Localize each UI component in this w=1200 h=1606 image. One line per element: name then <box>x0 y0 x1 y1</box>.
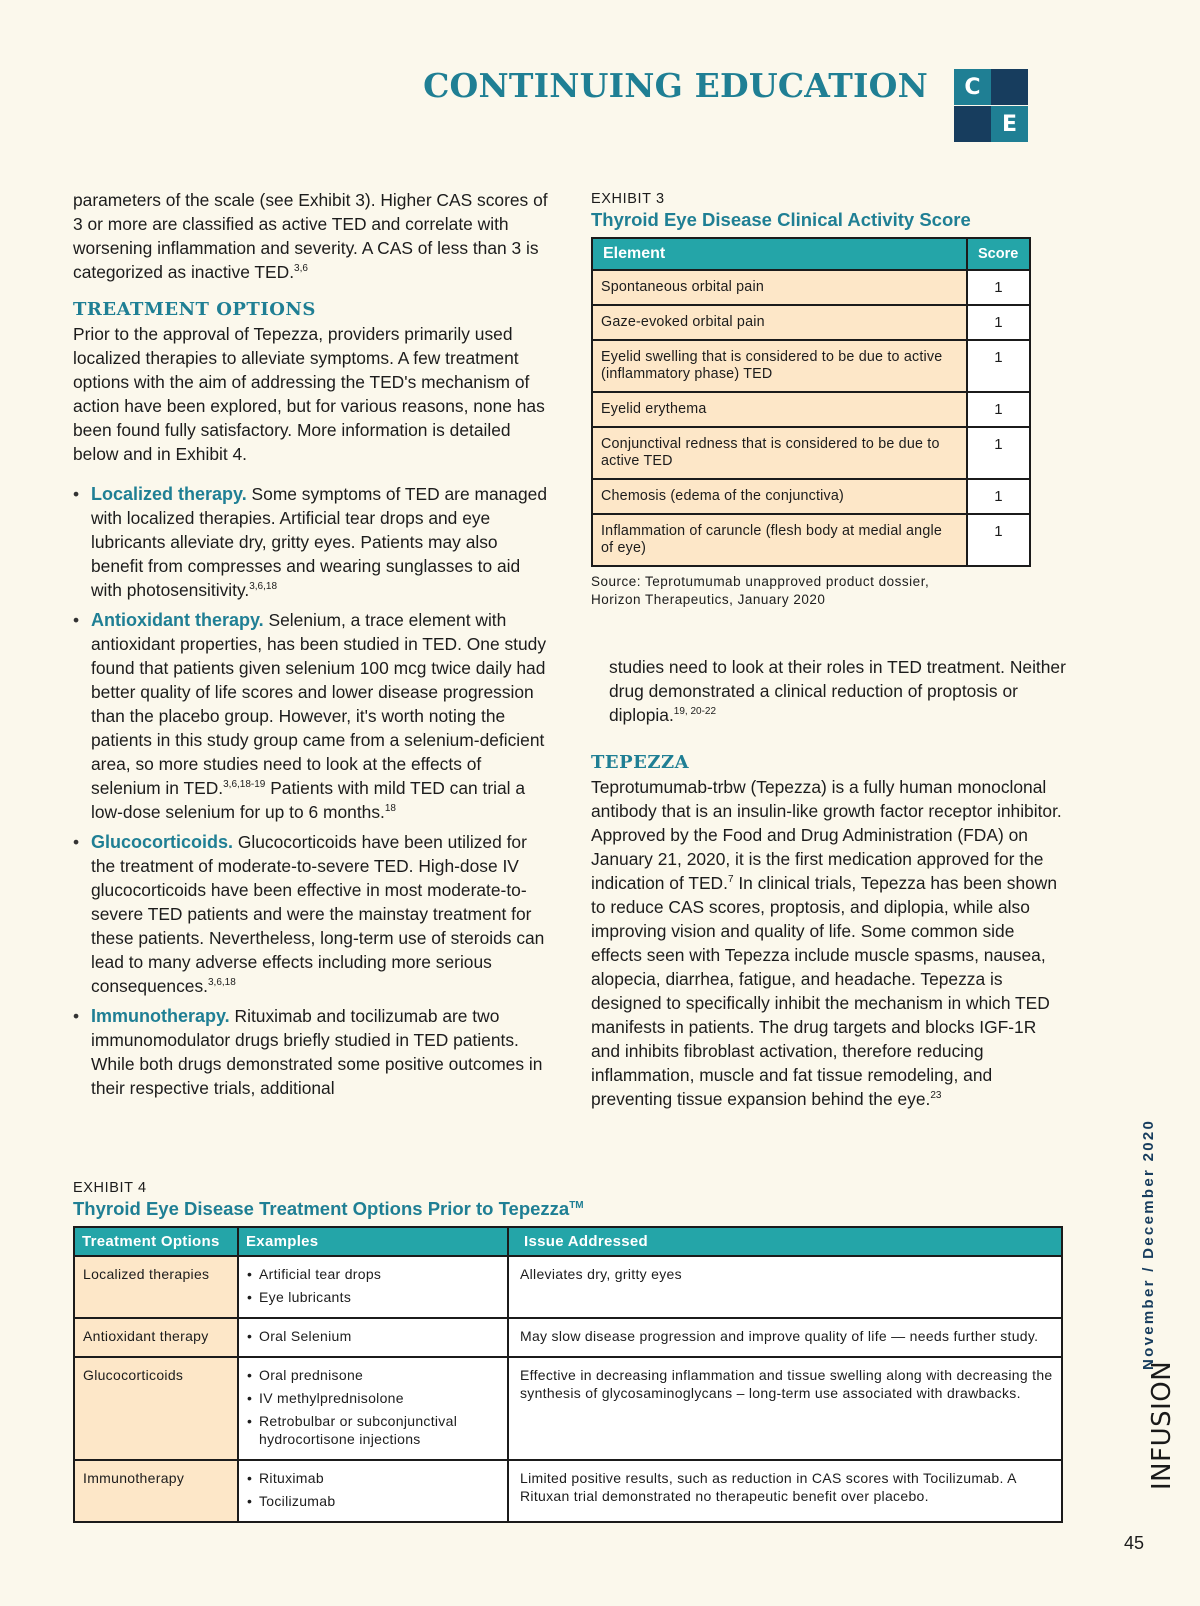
citation: 7 <box>727 874 734 886</box>
continued-paragraph: studies need to look at their roles in TED treatment. Neither drug demonstrated a clinical reduction of proptosis or diplopia.$^{19, 20-22}$ <box>609 657 1066 725</box>
ce-logo-block <box>991 69 1028 105</box>
treatment-paragraph: Prior to the approval of Tepezza, providers primarily used localized therapies to alleviate symptoms. A few treatment options with the aim of addressing the TED's mechanism of action have been explored, but for various reasons, none has been found fully satisfactory. More information is detailed below and in Exhibit 4. <box>73 324 545 464</box>
score-cell: 1 <box>967 392 1030 427</box>
issue-date: November / December 2020 <box>1140 1118 1157 1370</box>
column-header-issue-addressed: Issue Addressed <box>508 1227 1062 1256</box>
score-cell: 1 <box>967 340 1030 392</box>
score-cell: 1 <box>967 305 1030 340</box>
ce-logo <box>954 69 1028 142</box>
exhibit-4 <box>73 1180 1063 1523</box>
example-item: • Oral Selenium <box>247 1327 499 1345</box>
table-row <box>74 1318 1062 1357</box>
option-cell: Localized therapies <box>74 1256 238 1318</box>
exhibit-3-source: Source: Teprotumumab unapproved product dossier, Horizon Therapeutics, January 2020 <box>591 574 930 607</box>
table-row <box>592 270 1030 305</box>
example-item: • IV methylprednisolone <box>247 1389 499 1407</box>
ce-logo-block <box>954 106 991 142</box>
table-row <box>74 1357 1062 1460</box>
example-item: • Oral prednisone <box>247 1366 499 1384</box>
issue-cell: May slow disease progression and improve quality of life — needs further study. <box>508 1318 1062 1357</box>
trademark: TM <box>569 1199 584 1211</box>
score-cell: 1 <box>967 479 1030 514</box>
bullet-glucocorticoids: • Glucocorticoids. Glucocorticoids have been utilized for the treatment of moderate-to-severe TED. High-dose IV glucocorticoids have been effective in most moderate-to-severe TED patients and were the mainstay treatment for these patients. Nevertheless, long-term use of steroids can lead to many adverse effects including more serious consequences.$^{3,6,18}$ <box>73 830 548 998</box>
table-row <box>592 305 1030 340</box>
examples-cell <box>238 1357 508 1460</box>
examples-cell <box>238 1256 508 1318</box>
element-cell: Inflammation of caruncle (flesh body at medial angle of eye) <box>592 514 967 566</box>
intro-paragraph: parameters of the scale (see Exhibit 3). Higher CAS scores of 3 or more are classified as active TED and correlate with worsening inflammation and severity. A CAS of less than 3 is categorized as inactive TED.$^{3,6}$ <box>73 190 548 282</box>
column-header-score: Score <box>967 238 1030 270</box>
left-column <box>73 188 548 1106</box>
option-cell: Glucocorticoids <box>74 1357 238 1460</box>
citation: 3,6,18-19 <box>223 779 266 791</box>
tepezza-paragraph: Teprotumumab-trbw (Tepezza) is a fully human monoclonal antibody that is an insulin-like growth factor receptor inhibitor. Approved by the Food and Drug Administration (FDA) on January 21, 2020, it is the first medication approved for the indication of TED.$^7$ In clinical trials, Tepezza has been shown to reduce CAS scores, proptosis, and diplopia, while also improving vision and quality of life. Some common side effects seen with Tepezza include muscle spasms, nausea, alopecia, diarrhea, fatigue, and headache. Tepezza is designed to specifically inhibit the mechanism in which TED manifests in patients. The drug targets and blocks IGF-1R and inhibits fibroblast activation, therefore reducing inflammation, muscle and fat tissue remodeling, and preventing tissue expansion behind the eye.$^{23}$ <box>591 777 1062 1109</box>
table-row <box>592 427 1030 479</box>
page-header-title: CONTINUING EDUCATION <box>423 66 928 105</box>
citation: 23 <box>930 1090 942 1102</box>
table-header-row <box>74 1227 1062 1256</box>
element-cell: Eyelid erythema <box>592 392 967 427</box>
citation: 3,6 <box>294 263 308 275</box>
table-row <box>592 479 1030 514</box>
ce-logo-e: E <box>991 106 1028 142</box>
bullet-immunotherapy: • Immunotherapy. Rituximab and tocilizumab are two immunomodulator drugs briefly studied in TED patients. While both drugs demonstrated some positive outcomes in their respective trials, additional <box>73 1004 548 1100</box>
example-item: • Eye lubricants <box>247 1288 499 1306</box>
column-header-treatment-options: Treatment Options <box>74 1227 238 1256</box>
table-row <box>74 1460 1062 1522</box>
exhibit-3-label: EXHIBIT 3 <box>591 191 665 207</box>
issue-cell: Limited positive results, such as reduction in CAS scores with Tocilizumab. A Rituxan trial demonstrated no therapeutic benefit over placebo. <box>508 1460 1062 1522</box>
citation: 3,6,18 <box>208 977 236 989</box>
score-cell: 1 <box>967 270 1030 305</box>
citation: 19, 20-22 <box>673 706 717 718</box>
treatment-options-table <box>73 1226 1063 1523</box>
citation: 18 <box>384 803 396 815</box>
table-row <box>74 1256 1062 1318</box>
exhibit-4-label: EXHIBIT 4 <box>73 1180 147 1196</box>
element-cell: Eyelid swelling that is considered to be due to active (inflammatory phase) TED <box>592 340 967 392</box>
column-header-examples: Examples <box>238 1227 508 1256</box>
element-cell: Chemosis (edema of the conjunctiva) <box>592 479 967 514</box>
examples-cell <box>238 1318 508 1357</box>
exhibit-3-title: Thyroid Eye Disease Clinical Activity Score <box>591 209 971 230</box>
right-column <box>591 655 1066 1111</box>
option-cell: Immunotherapy <box>74 1460 238 1522</box>
score-cell: 1 <box>967 514 1030 566</box>
column-header-element: Element <box>592 238 967 270</box>
page-number: 45 <box>1124 1533 1145 1553</box>
treatment-bullet-list <box>73 482 548 1100</box>
citation: 3,6,18 <box>249 581 278 593</box>
exhibit-4-title: Thyroid Eye Disease Treatment Options Prior to Tepezza™ <box>73 1198 584 1219</box>
example-item: • Retrobulbar or subconjunctival hydrocortisone injections <box>247 1412 499 1448</box>
example-item: • Rituximab <box>247 1469 499 1487</box>
element-cell: Gaze-evoked orbital pain <box>592 305 967 340</box>
bullet-antioxidant-therapy: • Antioxidant therapy. Selenium, a trace element with antioxidant properties, has been studied in TED. One study found that patients given selenium 100 mcg twice daily had better quality of life scores and lower disease progression than the placebo group. However, it's worth noting the patients in this study group came from a selenium-deficient area, so more studies need to look at the effects of selenium in TED.$^{3,6,18-19}$ Patients with mild TED can trial a low-dose selenium for up to 6 months.$^{18}$ <box>73 608 548 824</box>
example-item: • Artificial tear drops <box>247 1265 499 1283</box>
exhibit-3 <box>591 191 1031 609</box>
example-item: • Tocilizumab <box>247 1492 499 1510</box>
table-header-row <box>592 238 1030 270</box>
table-row <box>592 340 1030 392</box>
cas-table <box>591 237 1031 567</box>
table-row <box>592 514 1030 566</box>
issue-cell: Effective in decreasing inflammation and tissue swelling along with decreasing the synthesis of glycosaminoglycans – long-term use associated with drawbacks. <box>508 1357 1062 1460</box>
ce-logo-c: C <box>954 69 991 105</box>
issue-cell: Alleviates dry, gritty eyes <box>508 1256 1062 1318</box>
examples-cell <box>238 1460 508 1522</box>
publication-brand: INFUSION <box>1147 1360 1177 1490</box>
option-cell: Antioxidant therapy <box>74 1318 238 1357</box>
table-row <box>592 392 1030 427</box>
treatment-options-heading: TREATMENT OPTIONS <box>73 299 316 320</box>
tepezza-heading: TEPEZZA <box>591 752 690 773</box>
element-cell: Conjunctival redness that is considered to be due to active TED <box>592 427 967 479</box>
score-cell: 1 <box>967 427 1030 479</box>
bullet-localized-therapy: • Localized therapy. Some symptoms of TED are managed with localized therapies. Artificial tear drops and eye lubricants alleviate dry, gritty eyes. Patients may also benefit from compresses and wearing sunglasses to aid with photosensitivity.$^{3,6,18}$ <box>73 482 548 602</box>
element-cell: Spontaneous orbital pain <box>592 270 967 305</box>
